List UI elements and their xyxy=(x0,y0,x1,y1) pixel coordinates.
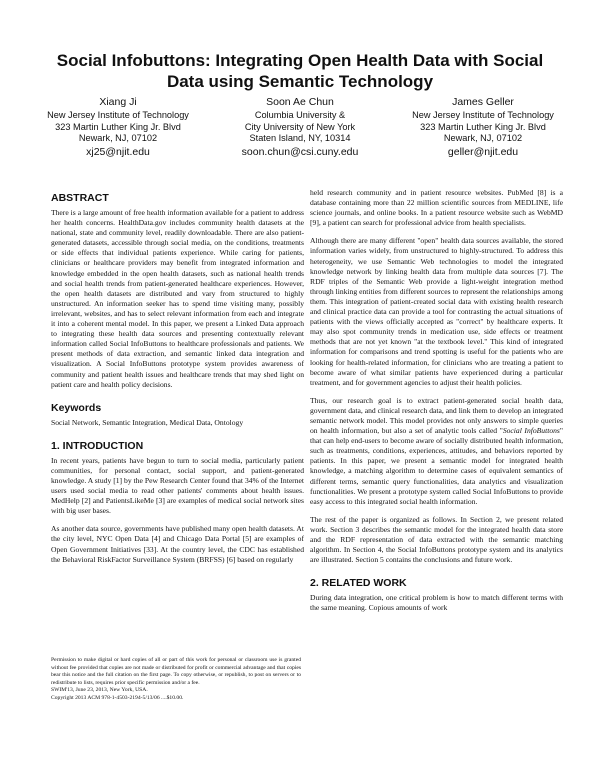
author-name: James Geller xyxy=(452,96,514,108)
author-email: xj25@njit.edu xyxy=(86,145,150,158)
body-paragraph xyxy=(310,396,563,507)
conference-line: SWIM'13, June 23, 2013, New York, USA. xyxy=(51,687,148,694)
permission-notice: Permission to make digital or hard copies of all or part of this work for personal or classroom use is granted without fee provided that copies are not made or distributed for profit or commercial advantage and that copies bear this notice and the full citation on the first page. To copy otherwise, or republish, to post on servers or to redistribute to lists, requires prior specific permission and/or a fee. xyxy=(51,657,301,686)
introduction-paragraph: In recent years, patients have begun to turn to social media, particularly patient communities, for personal contact, social support, and patient-generated knowledge. A study [1] by the Pew Research Center found that 34% of the Internet users used social media to read other patients' comments about health issues. MedHelp [2] and PatientsLikeMe [3] are examples of medical social network sites with big user bases. xyxy=(51,455,304,516)
right-column xyxy=(310,188,563,621)
abstract-heading: ABSTRACT xyxy=(51,192,109,204)
author-name: Xiang Ji xyxy=(99,96,137,108)
author-block-2 xyxy=(210,96,390,159)
author-name: Soon Ae Chun xyxy=(266,96,334,108)
author-affiliation: New Jersey Institute of Technology xyxy=(47,110,189,120)
author-affiliation: New Jersey Institute of Technology xyxy=(412,110,554,120)
keywords-text: Social Network, Semantic Integration, Medical Data, Ontology xyxy=(51,417,244,427)
body-paragraph: The rest of the paper is organized as follows. In Section 2, we present related work. Section 3 describes the semantic model for the integrated health data store and the RDF representation of data extracted with the semantic matching algorithm. In Section 4, the Social InfoButtons prototype system and its analytics are illustrated. Section 5 contains the conclusions and future work. xyxy=(310,514,563,565)
author-affiliation: Newark, NJ, 07102 xyxy=(443,133,523,143)
body-text: Thus, our research goal is to extract patient-generated social health data, government data, and clinical research data, and link them to develop an integrated semantic network model. This model provides not only answers to simple queries on health information, but also a set of analytic tools called " xyxy=(310,395,563,436)
author-affiliation: Staten Island, NY, 10314 xyxy=(249,133,351,143)
related-work-heading: 2. RELATED WORK xyxy=(310,577,407,590)
keywords-heading: Keywords xyxy=(51,401,102,414)
body-paragraph: Although there are many different "open" health data sources available, the stored information varies widely, from unstructured to highly-structured. To address this heterogeneity, we use Semantic Web technologies to model the integrated knowledge network by linking health data from multiple data sources [7]. The RDF triples of the Semantic Web provide a light-weight integration method through linking entities from different sources to represent the relationships among them. This integration of patient-created social data with existing health research and clinical practice data can provide a tool for contrasting the actual situations of patients with the views officially accepted as "correct" by healthcare experts. It may also spot community trends in medication use, side effects or treatment methods that are not yet known "at the textbook level." This kind of integrated information for comparisons and trend spotting is useful for the patients who are looking for health-related information, for clinicians who are treating a patient to become aware of what similar patients have experienced during a particular treatment, and for government agencies to adjust their health policies. xyxy=(310,236,563,387)
author-block-1 xyxy=(28,96,208,159)
introduction-heading: 1. INTRODUCTION xyxy=(51,439,144,452)
author-block-3 xyxy=(393,96,573,159)
abstract-text: There is a large amount of free health information available for a patient to address her health concerns. HealthData.gov includes community health datasets at the national, state and community level, readily downloadable. There are also patient-generated datasets, accessible through social media, on the conditions, treatments or side effects that individual patients experience. While caring for patients, clinicians or healthcare providers may benefit from integrated information and knowledge embedded in the open health datasets, such as national health trends and social health trends from patient-generated healthcare experiences. However, the open health datasets are distributed and vary from structured to highly unstructured. An information seeker has to spend time visiting many, possibly irrelevant, websites, and has to select relevant information from each and integrate it into a coherent mental model. In this paper, we present a Linked Data approach to integrating these health data sources and presenting contextually relevant information called Social InfoButtons to healthcare professionals and patients. We present methods of data extraction, and semantic linked data integration and visualization. A Social InfoButtons prototype system provides awareness of community and patient health issues and healthcare trends that may shed light on patient care and health policy decisions. xyxy=(51,208,304,389)
social-infobuttons-term: Social InfoButtons xyxy=(502,426,560,436)
copyright-line: Copyright 2013 ACM 978-1-4503-2194-5/13/06 ....$10.00. xyxy=(51,694,184,701)
author-affiliation: Newark, NJ, 07102 xyxy=(78,133,158,143)
author-affiliation: City University of New York xyxy=(244,121,356,132)
introduction-paragraph: As another data source, governments have published many open health datasets. At the city level, NYC Open Data [4] and Chicago Data Portal [5] are examples of Open Government Initiatives [33]. At the country level, the CDC has established the Behavioral RiskFactor Surveillance System (BRFSS) [6] based on regularly xyxy=(51,524,304,564)
paper-title: Social Infobuttons: Integrating Open Health Data with Social Data using Semantic Technology xyxy=(56,51,544,91)
author-affiliation: 323 Martin Luther King Jr. Blvd xyxy=(55,121,181,132)
body-paragraph: During data integration, one critical problem is how to match different terms with the same meaning. Copious amounts of work xyxy=(310,593,563,613)
left-column xyxy=(51,192,304,573)
author-affiliation: 323 Martin Luther King Jr. Blvd xyxy=(420,121,546,132)
body-paragraph: held research community and in patient resource websites. PubMed [8] is a database containing more than 22 million scientific sources from MEDLINE, life science journals, and online books. In a patient resource website such as WebMD [9], a patient can search for professional advice from health specialists. xyxy=(310,188,563,228)
body-text: " that can help end-users to become aware of socially distributed health information, such as treatments, conditions, experiences, attitudes, and behaviors reported by patients. In this paper, we present a semantic model for integrated health knowledge, a matching algorithm to determine cases of equivalent semantics of different terms, semantic query functionalities, data analytics and visualization functionalities. We present a prototype system called Social InfoButtons to provide easy access to this integrated social health information. xyxy=(310,426,563,506)
copyright-footnote xyxy=(51,657,301,703)
author-affiliation: Columbia University & xyxy=(254,110,346,120)
author-email: geller@njit.edu xyxy=(447,145,519,158)
author-email: soon.chun@csi.cuny.edu xyxy=(241,145,359,158)
